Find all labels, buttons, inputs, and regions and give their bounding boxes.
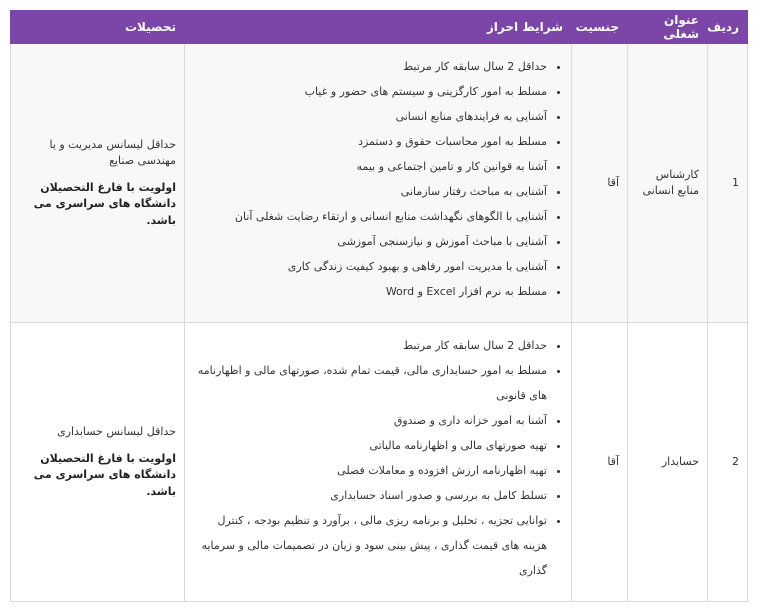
row-index: 2 [708,323,748,602]
requirement-item: • آشنایی با مدیریت امور رفاهی و بهبود کیفیت زندگی کاری [193,254,547,279]
education-requirement: حداقل لیسانس مدیریت و یا مهندسی صنایع [49,137,176,168]
row-education [11,323,185,602]
requirement-item: • تهیه صورتهای مالی و اظهارنامه مالیاتی [193,433,547,458]
requirements-list [193,54,563,304]
requirement-item: • توانایی تجزیه ، تحلیل و برنامه ریزی مالی ، برآورد و تنظیم بودجه ، کنترل هزینه های قیمت گذاری ، پیش بینی سود و زیان در تصمیمات مالی و سرمایه گذاری [193,508,547,583]
row-requirements [185,323,572,602]
requirement-item: • آشنایی با الگوهای نگهداشت منابع انسانی و ارتقاء رضایت شغلی آنان [193,204,547,229]
requirement-item: • تهیه اظهارنامه ارزش افزوده و معاملات فصلی [193,458,547,483]
requirement-item: • مسلط به امور حسابداری مالی، قیمت تمام شده، صورتهای مالی و اظهارنامه های قانونی [193,358,547,408]
job-listings-table [10,10,748,602]
row-job-title: کارشناس منابع انسانی [628,44,708,323]
requirement-item: • حداقل 2 سال سابقه کار مرتبط [193,54,547,79]
row-requirements [185,44,572,323]
requirement-item: • مسلط به امور کارگزینی و سیستم های حضور و غیاب [193,79,547,104]
requirement-item: • آشنا به امور خزانه داری و صندوق [193,408,547,433]
requirement-item: • آشنا به قوانین کار و تامین اجتماعی و بیمه [193,154,547,179]
header-job-title: عنوان شغلی [628,11,708,44]
education-priority-note: اولویت با فارغ التحصیلان دانشگاه های سراسری می باشد. [33,451,176,498]
requirement-item: • مسلط به امور محاسبات حقوق و دستمزد [193,129,547,154]
row-education [11,44,185,323]
requirement-item: • آشنایی به فرایندهای منابع انسانی [193,104,547,129]
education-priority-note: اولویت با فارغ التحصیلان دانشگاه های سراسری می باشد. [33,180,176,227]
header-index: ردیف [708,11,748,44]
requirement-item: • آشنایی با مباحث آموزش و نیازسنجی آموزشی [193,229,547,254]
table-row [11,44,748,323]
header-gender: جنسیت [572,11,628,44]
header-requirements: شرایط احراز [185,11,572,44]
requirement-item: • مسلط به نرم افزار Excel و Word [193,279,547,304]
table-header-row [11,11,748,44]
header-education: تحصیلات [11,11,185,44]
requirement-item: • آشنایی به مباحث رفتار سازمانی [193,179,547,204]
requirements-list [193,333,563,583]
education-requirement: حداقل لیسانس حسابداری [57,425,176,438]
row-gender: آقا [572,323,628,602]
row-index: 1 [708,44,748,323]
row-gender: آقا [572,44,628,323]
requirement-item: • حداقل 2 سال سابقه کار مرتبط [193,333,547,358]
table-row [11,323,748,602]
row-job-title: حسابدار [628,323,708,602]
requirement-item: • تسلط کامل به بررسی و صدور اسناد حسابداری [193,483,547,508]
